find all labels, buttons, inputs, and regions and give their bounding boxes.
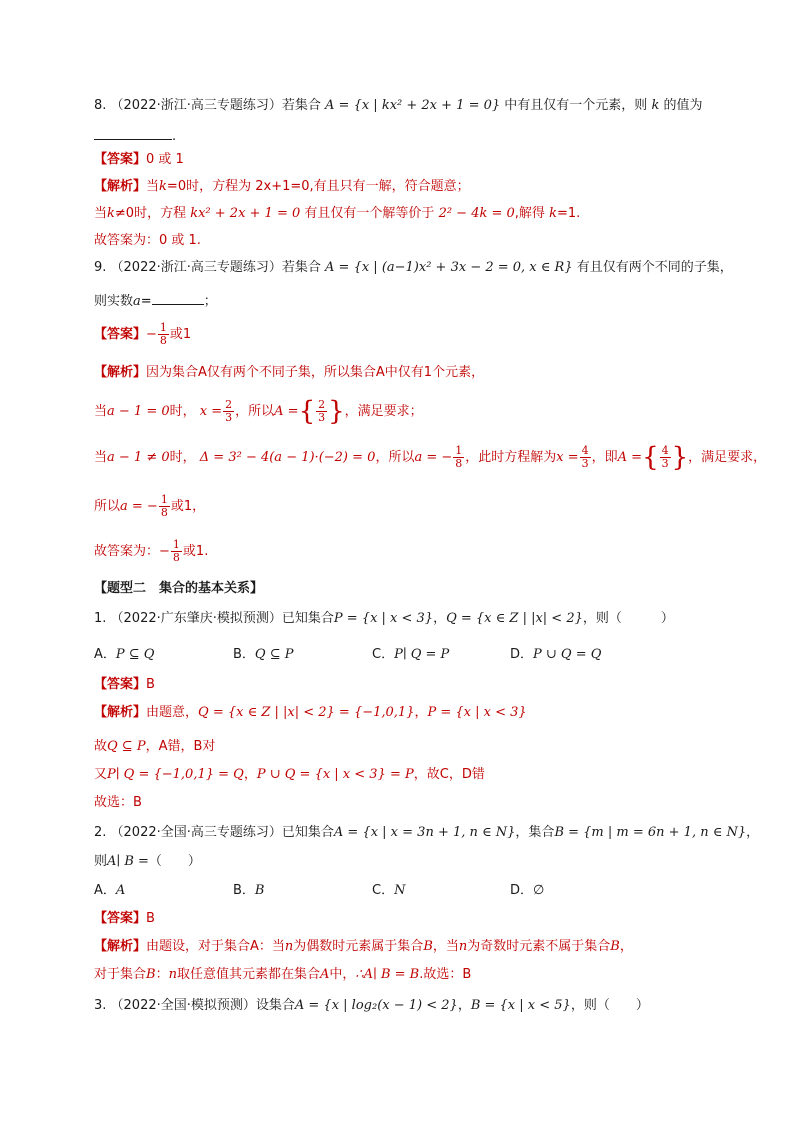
analysis-tag: 【解析】: [94, 179, 147, 194]
p2-answer: 【答案】B: [94, 911, 155, 926]
q9-stem: 9. （2022·浙江·高三专题练习）若集合 A = {x | (a−1)x² + 3x − 2 = 0, x ∈ R} 有且仅有两个不同的子集，: [94, 260, 733, 275]
p2-options: [94, 882, 544, 900]
analysis-tag: 【解析】: [94, 705, 147, 720]
q8-stem: 8. （2022·浙江·高三专题练习）若集合 A = {x | kx² + 2x + 1 = 0} 中有且仅有一个元素，则 k 的值为: [94, 98, 703, 113]
p1-analysis-line-1: 【解析】由题意，Q = {x ∈ Z | |x| < 2} = {−1,0,1}，P = {x | x < 3}: [94, 705, 527, 720]
fraction: $\frac{1}{8}$: [455, 444, 463, 470]
q8-set-expression: A = {x | kx² + 2x + 1 = 0}: [325, 98, 501, 113]
fraction: $\frac{4}{3}$: [581, 444, 589, 470]
fraction: $\frac{1}{8}$: [159, 321, 167, 347]
fraction: $\frac{4}{3}$: [661, 444, 669, 470]
option-a[interactable]: A．P ⊆ Q: [94, 647, 155, 662]
analysis-tag: 【解析】: [94, 365, 147, 380]
p1-options: [94, 646, 601, 664]
q9-analysis-line-1: 【解析】因为集合A仅有两个不同子集，所以集合A中仅有1个元素，: [94, 365, 485, 380]
answer-tag: 【答案】: [94, 327, 147, 342]
p1-analysis-line-2: 故Q ⊆ P，A错，B对: [94, 739, 216, 754]
fraction: $\frac{2}{3}$: [318, 398, 326, 424]
fraction: $\frac{2}{3}$: [225, 398, 233, 424]
q9-analysis-line-2: 当a − 1 = 0时， x = $\frac{2}{3}$ ，所以A ={ $\frac{2}{3}$ }，满足要求；: [94, 396, 423, 427]
p2-analysis-line-2: 对于集合B：n取任意值其元素都在集合A中，∴A∣ B = B.故选：B: [94, 967, 472, 982]
q8-conclusion: 故答案为：0 或 1.: [94, 233, 201, 248]
answer-tag: 【答案】: [94, 911, 147, 926]
q9-blank-line: 则实数a= ；: [94, 291, 217, 311]
q8-analysis-line-1: 【解析】当k=0时，方程为 2x+1=0,有且只有一解，符合题意；: [94, 179, 470, 194]
option-b[interactable]: B．B: [233, 883, 265, 898]
fraction: $\frac{1}{8}$: [172, 538, 180, 564]
section-heading: 【题型二 集合的基本关系】: [94, 581, 264, 596]
analysis-tag: 【解析】: [94, 939, 147, 954]
p1-conclusion: 故选：B: [94, 795, 142, 810]
q8-analysis-line-2: 当k≠0时，方程 kx² + 2x + 1 = 0 有且仅有一个解等价于 2² − 4k = 0,解得 k=1.: [94, 206, 581, 221]
p1-answer: 【答案】B: [94, 677, 155, 692]
p2-stem: 2. （2022·全国·高三专题练习）已知集合A = {x | x = 3n + 1, n ∈ N}，集合B = {m | m = 6n + 1, n ∈ N}，: [94, 825, 760, 840]
q9-analysis-line-4: 所以a = − $\frac{1}{8}$ 或1，: [94, 493, 206, 519]
option-c[interactable]: C．P∣ Q = P: [372, 647, 450, 662]
answer-tag: 【答案】: [94, 152, 147, 167]
p1-analysis-line-3: 又P∣ Q = {−1,0,1} = Q，P ∪ Q = {x | x < 3} = P，故C，D错: [94, 767, 485, 782]
option-c[interactable]: C．N: [372, 883, 406, 898]
answer-blank: [152, 291, 204, 305]
p1-stem: 1. （2022·广东肇庆·模拟预测）已知集合P = {x | x < 3}，Q = {x ∈ Z | |x| < 2}，则（ ）: [94, 611, 674, 626]
q9-analysis-line-3: 当a − 1 ≠ 0时， Δ = 3² − 4(a − 1)·(−2) = 0，所以a = − $\frac{1}{8}$ ，此时方程解为x = $\frac{4}{3}$ ，即A ={ $\frac{4}{3}$ }，满足要求，: [94, 442, 767, 473]
option-d[interactable]: D．P ∪ Q = Q: [510, 647, 602, 662]
q9-conclusion: 故答案为：− $\frac{1}{8}$ 或1.: [94, 538, 209, 564]
option-d[interactable]: D．∅: [510, 883, 545, 898]
p3-stem: 3. （2022·全国·模拟预测）设集合A = {x | log₂(x − 1) < 2}，B = {x | x < 5}，则（ ）: [94, 998, 649, 1013]
option-b[interactable]: B．Q ⊆ P: [233, 647, 294, 662]
p2-analysis-line-1: 【解析】由题设，对于集合A：当n为偶数时元素属于集合B，当n为奇数时元素不属于集合B，: [94, 939, 633, 954]
answer-tag: 【答案】: [94, 677, 147, 692]
q8-answer: 【答案】0 或 1: [94, 152, 184, 167]
answer-blank: [94, 126, 172, 140]
p2-stem-line-2: 则A∣ B =（ ）: [94, 854, 201, 869]
q9-answer: 【答案】− $\frac{1}{8}$ 或1: [94, 321, 192, 347]
option-a[interactable]: A．A: [94, 883, 126, 898]
fraction: $\frac{1}{8}$: [160, 493, 168, 519]
q8-blank-line: .: [94, 126, 176, 146]
q9-set-expression: A = {x | (a−1)x² + 3x − 2 = 0, x ∈ R}: [325, 260, 573, 275]
